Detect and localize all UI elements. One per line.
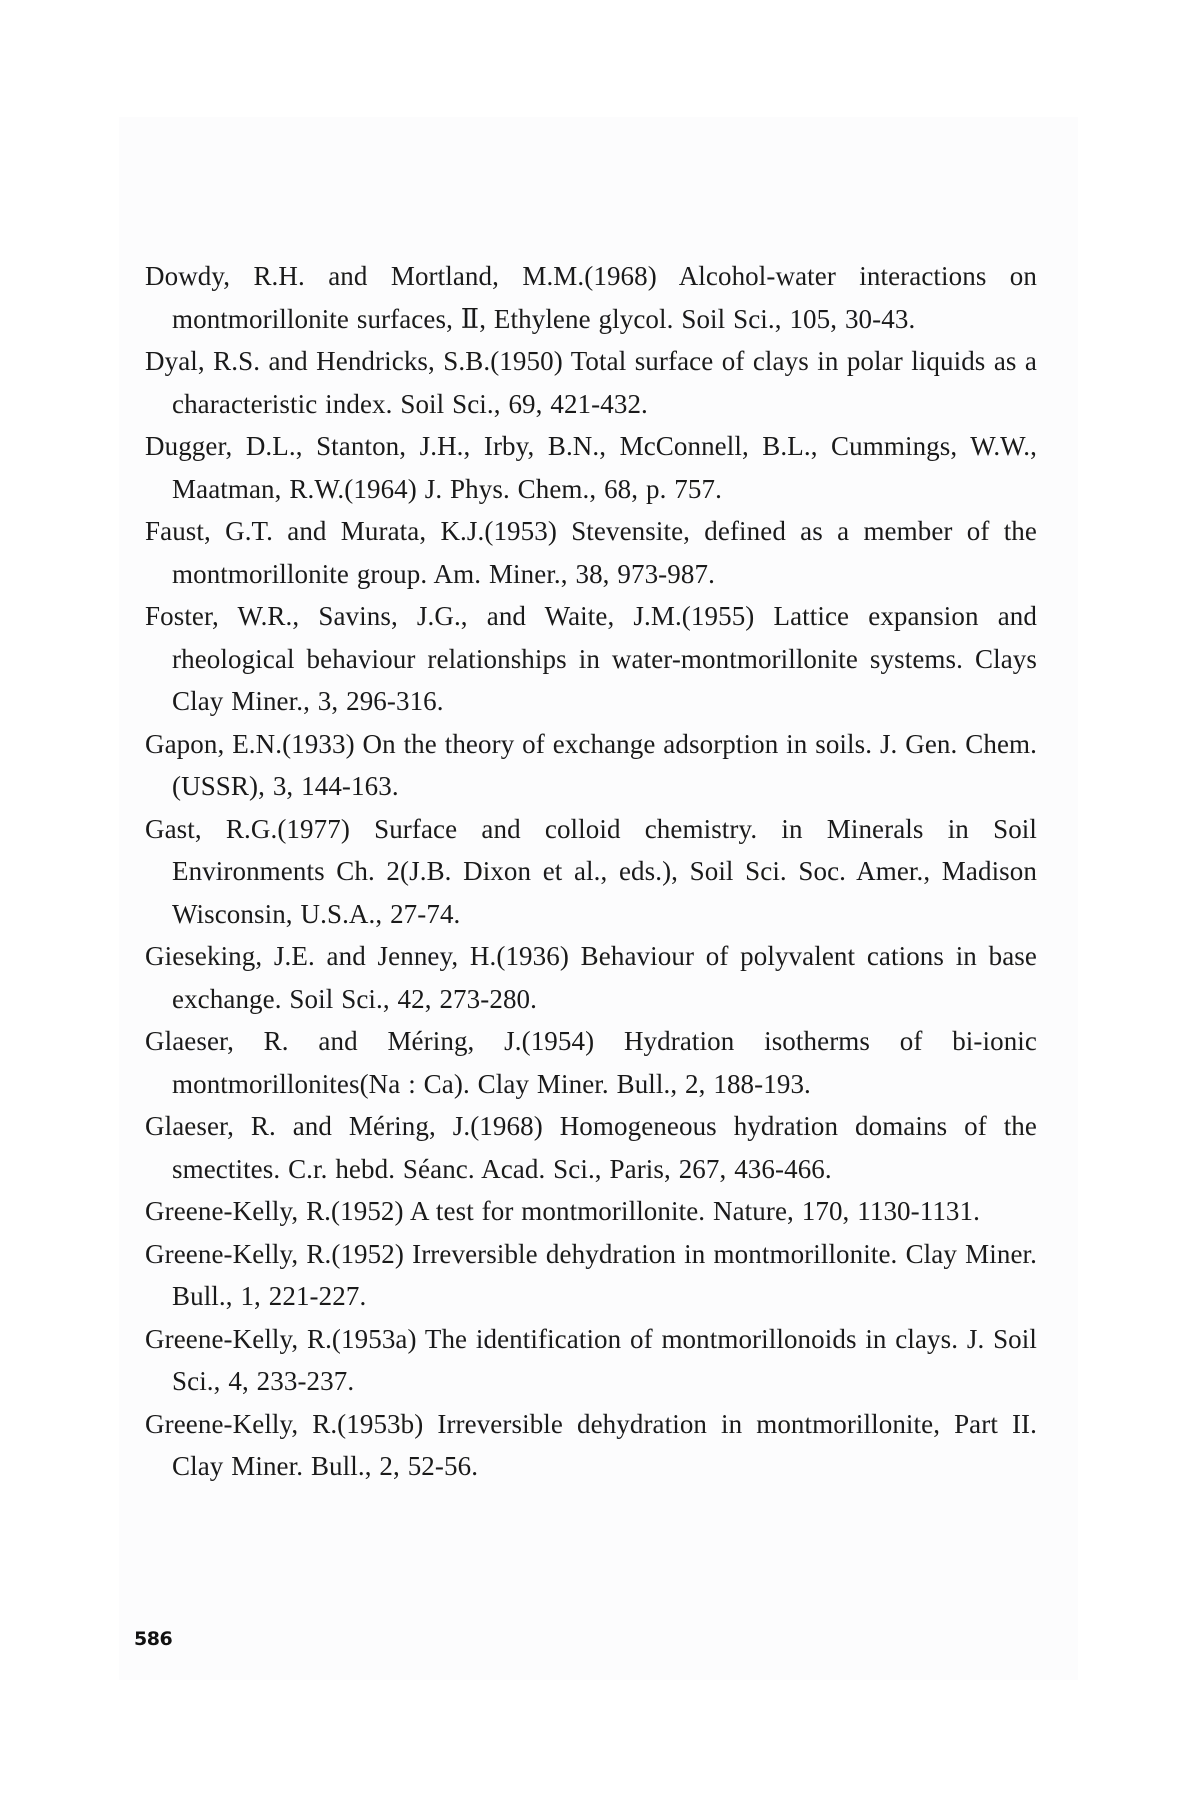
reference-entry-dugger-1964: Dugger, D.L., Stanton, J.H., Irby, B.N., McConnell, B.L., Cummings, W.W., Maatman, R.W.(1964) J. Phys. Chem., 68, p. 757. [145,431,1037,504]
reference-entry-glaeser-1954: Glaeser, R. and Méring, J.(1954) Hydration isotherms of bi-ionic montmorillonites(Na : Ca). Clay Miner. Bull., 2, 188-193. [145,1026,1037,1099]
reference-entry-greene-kelly-1952-test: Greene-Kelly, R.(1952) A test for montmorillonite. Nature, 170, 1130-1131. [145,1196,980,1226]
reference-entry-greene-kelly-1952-dehydration: Greene-Kelly, R.(1952) Irreversible dehydration in montmorillonite. Clay Miner. Bull., 1, 221-227. [145,1238,1037,1311]
reference-entry-dyal-1950: Dyal, R.S. and Hendricks, S.B.(1950) Total surface of clays in polar liquids as a characteristic index. Soil Sci., 69, 421-432. [145,346,1037,419]
reference-entry-faust-1953: Faust, G.T. and Murata, K.J.(1953) Stevensite, defined as a member of the montmorillonite group. Am. Miner., 38, 973-987. [145,516,1037,589]
page-number: 586 [134,1628,173,1650]
reference-entry-greene-kelly-1953b: Greene-Kelly, R.(1953b) Irreversible dehydration in montmorillonite, Part II. Clay Miner. Bull., 2, 52-56. [145,1408,1037,1481]
reference-list [145,255,1037,1488]
reference-entry-gast-1977: Gast, R.G.(1977) Surface and colloid chemistry. in Minerals in Soil Environments Ch. 2(J.B. Dixon et al., eds.), Soil Sci. Soc. Amer., Madison Wisconsin, U.S.A., 27-74. [145,813,1037,929]
reference-entry-foster-1955: Foster, W.R., Savins, J.G., and Waite, J.M.(1955) Lattice expansion and rheological behaviour relationships in water-montmorillonite systems. Clays Clay Miner., 3, 296-316. [145,601,1037,716]
reference-entry-dowdy-1968: Dowdy, R.H. and Mortland, M.M.(1968) Alcohol-water interactions on montmorillonite surfaces, Ⅱ, Ethylene glycol. Soil Sci., 105, 30-43. [145,261,1037,334]
reference-entry-greene-kelly-1953a: Greene-Kelly, R.(1953a) The identification of montmorillonoids in clays. J. Soil Sci., 4, 233-237. [145,1323,1037,1396]
reference-entry-glaeser-1968: Glaeser, R. and Méring, J.(1968) Homogeneous hydration domains of the smectites. C.r. hebd. Séanc. Acad. Sci., Paris, 267, 436-466. [145,1111,1037,1184]
reference-entry-gieseking-1936: Gieseking, J.E. and Jenney, H.(1936) Behaviour of polyvalent cations in base exchange. Soil Sci., 42, 273-280. [145,941,1037,1014]
reference-entry-gapon-1933: Gapon, E.N.(1933) On the theory of exchange adsorption in soils. J. Gen. Chem.(USSR), 3, 144-163. [145,728,1037,801]
